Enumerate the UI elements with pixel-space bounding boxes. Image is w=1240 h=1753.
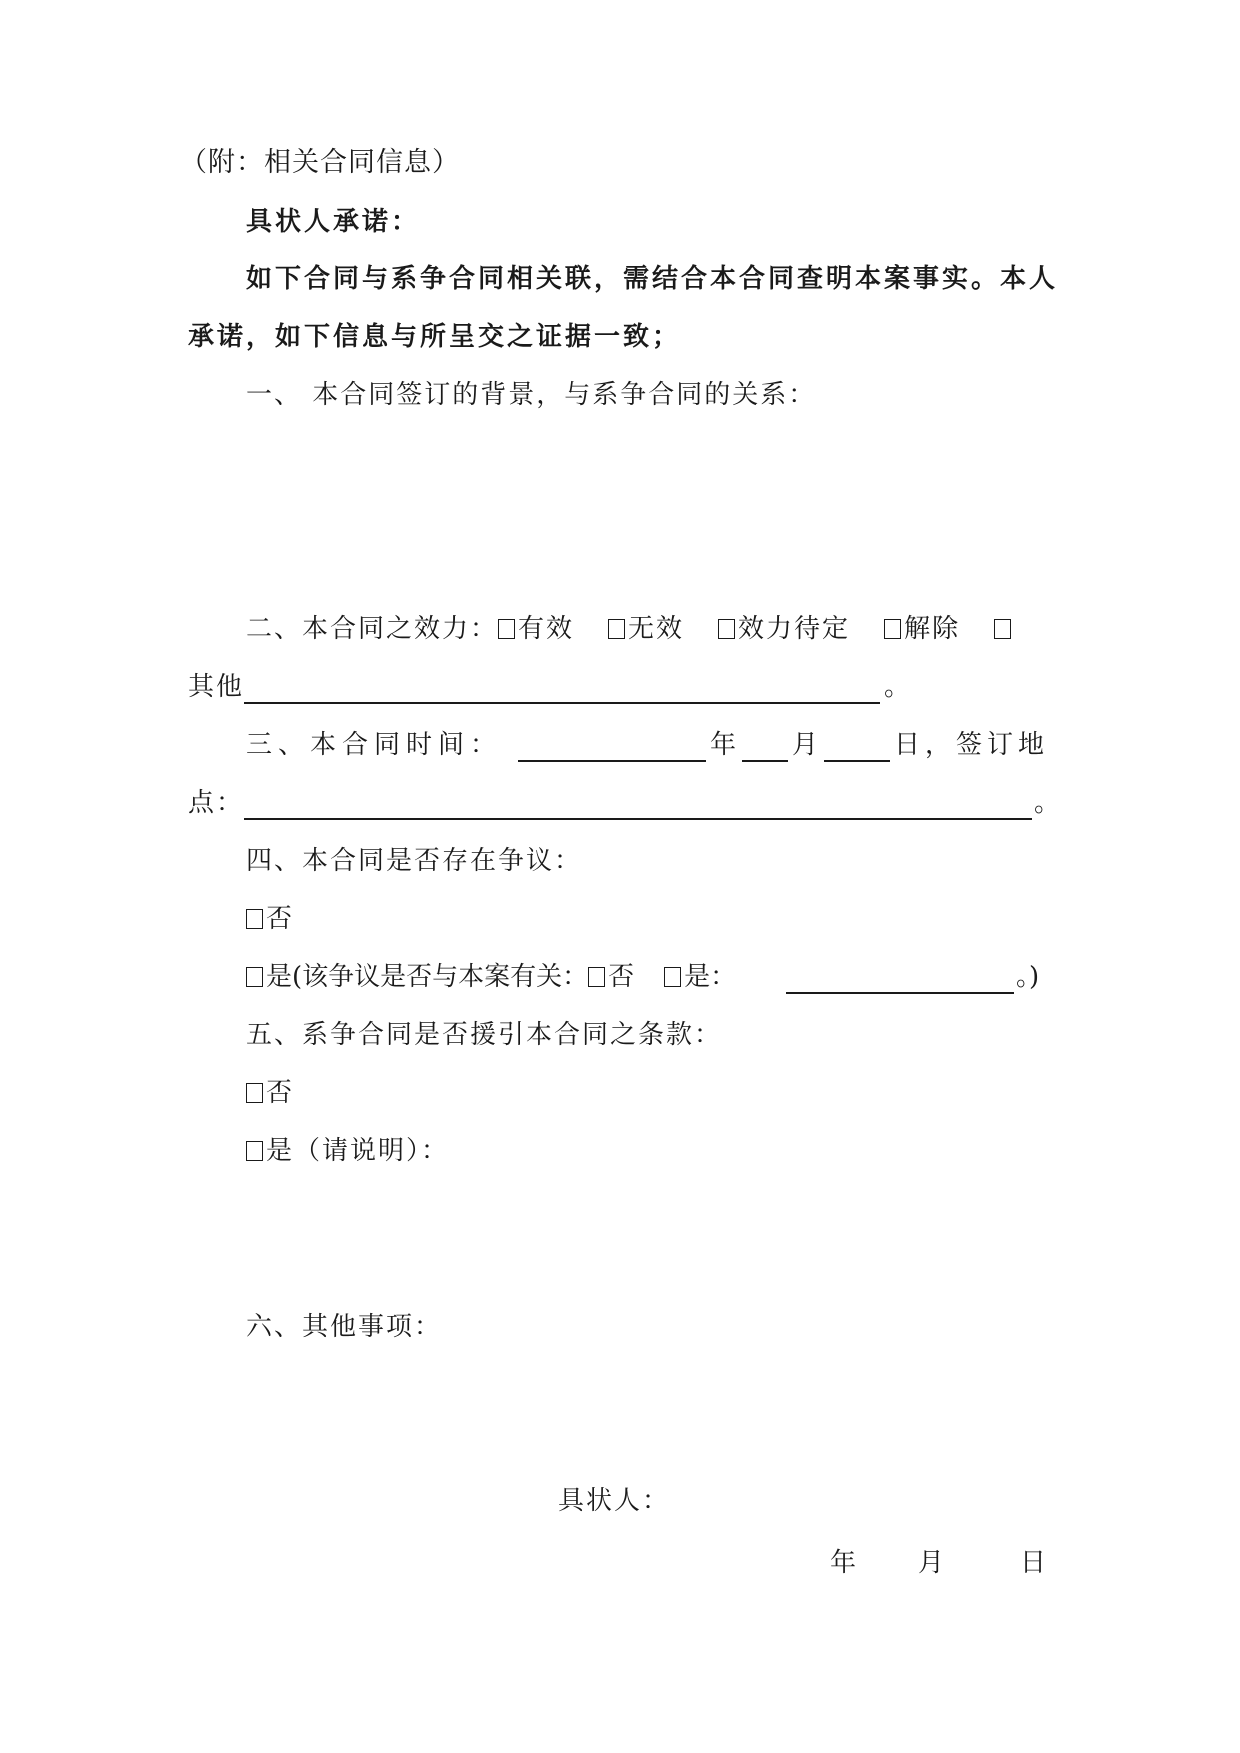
item-4-option-no: [246, 902, 294, 936]
related-blank[interactable]: [786, 992, 1014, 994]
dispute-yes-label: 是(该争议是否与本案有关：: [266, 962, 589, 992]
item-5-option-yes: [246, 1134, 449, 1168]
dispute-no-label: 否: [266, 904, 295, 934]
item-1-background: 一、 本合同签订的背景，与系争合同的关系：: [246, 380, 817, 410]
other-end: 。: [884, 672, 913, 702]
option-pending-label: 效力待定: [738, 614, 851, 644]
year-blank[interactable]: [518, 760, 706, 762]
appendix-title: （附：相关合同信息）: [180, 147, 460, 178]
checkbox-cite-no[interactable]: [246, 1083, 263, 1103]
option-invalid-label: 无效: [628, 614, 685, 644]
item-2-validity: [246, 612, 1014, 646]
checkbox-pending[interactable]: [718, 619, 735, 639]
related-end: 。): [1016, 962, 1040, 992]
checkbox-related-yes[interactable]: [664, 967, 681, 987]
cite-yes-label: 是（请说明）：: [266, 1136, 450, 1166]
promise-line-2: 承诺，如下信息与所呈交之证据一致；: [188, 322, 682, 352]
item-5-option-no: [246, 1076, 294, 1110]
month-blank[interactable]: [742, 760, 788, 762]
date-month: 月: [918, 1548, 947, 1578]
day-label: 日，签订地: [894, 730, 1050, 760]
item-2-label: 二、本合同之效力：: [246, 614, 499, 644]
place-label: 点：: [188, 788, 245, 818]
related-no-label: 否: [608, 962, 635, 992]
checkbox-dispute-no[interactable]: [246, 909, 263, 929]
place-blank[interactable]: [244, 818, 1032, 820]
date-day: 日: [1020, 1548, 1049, 1578]
option-other-label: 其他: [188, 672, 245, 702]
signer-label: 具状人：: [558, 1486, 671, 1516]
item-3-label: 三、本合同时间：: [246, 730, 503, 760]
item-4-option-yes: [246, 960, 736, 994]
checkbox-dispute-yes[interactable]: [246, 967, 263, 987]
checkbox-related-no[interactable]: [588, 967, 605, 987]
checkbox-rescinded[interactable]: [884, 619, 901, 639]
item-5-label: 五、系争合同是否援引本合同之条款：: [246, 1020, 723, 1050]
related-yes-label: 是：: [684, 962, 737, 992]
checkbox-invalid[interactable]: [608, 619, 625, 639]
place-end: 。: [1034, 788, 1063, 818]
month-label: 月: [792, 730, 821, 760]
checkbox-valid[interactable]: [498, 619, 515, 639]
option-rescinded-label: 解除: [904, 614, 961, 644]
option-valid-label: 有效: [518, 614, 575, 644]
item-4-label: 四、本合同是否存在争议：: [246, 846, 583, 876]
checkbox-other[interactable]: [994, 619, 1011, 639]
item-6-other-matters: 六、其他事项：: [246, 1312, 443, 1342]
other-blank[interactable]: [244, 702, 880, 704]
day-blank[interactable]: [824, 760, 890, 762]
date-year: 年: [830, 1548, 859, 1578]
cite-no-label: 否: [266, 1078, 295, 1108]
promise-heading: 具状人承诺：: [246, 207, 421, 237]
promise-line-1: 如下合同与系争合同相关联，需结合本合同查明本案事实。本人: [246, 264, 1059, 294]
year-label: 年: [710, 730, 739, 760]
checkbox-cite-yes[interactable]: [246, 1141, 263, 1161]
